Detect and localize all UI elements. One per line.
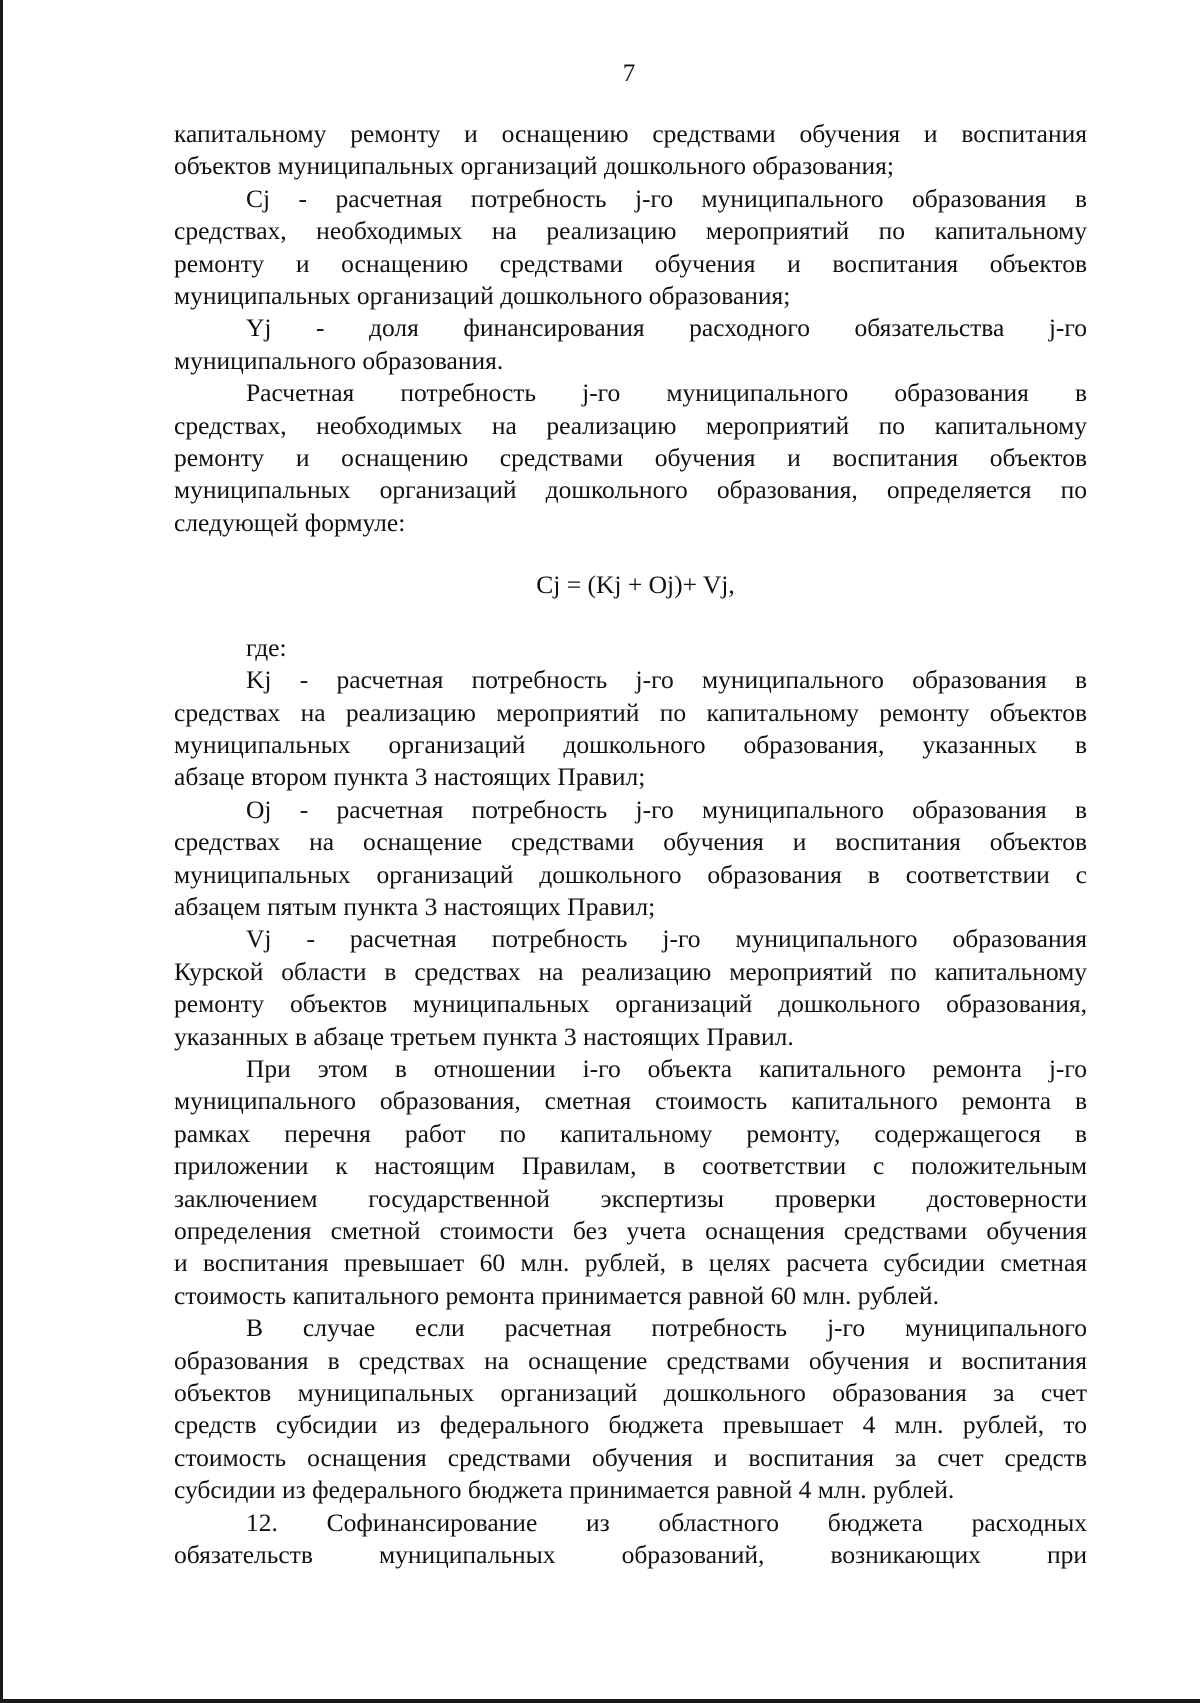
text-line: абзаце втором пункта 3 настоящих Правил; [174, 762, 646, 792]
text-line: Расчетная потребность j-го муниципального образования в [246, 378, 1087, 408]
text-line: ремонту объектов муниципальных организаций дошкольного образования, [174, 989, 1087, 1019]
text-line: средств субсидии из федерального бюджета превышает 4 млн. рублей, то [174, 1410, 1087, 1440]
text-line: приложении к настоящим Правилам, в соответствии с положительным [174, 1151, 1087, 1181]
text-line: Oj - расчетная потребность j-го муниципального образования в [246, 794, 1087, 824]
text-line: определения сметной стоимости без учета оснащения средствами обучения [174, 1216, 1087, 1245]
text-line: ремонту и оснащению средствами обучения и воспитания объектов [174, 443, 1087, 473]
text-line: муниципального образования, сметная стоимость капитального ремонта в [174, 1086, 1087, 1116]
text-line: средствах, необходимых на реализацию мероприятий по капитальному [174, 410, 1087, 440]
text-line: ремонту и оснащению средствами обучения и воспитания объектов [174, 248, 1087, 278]
text-line: где: [246, 632, 287, 662]
text-line: муниципальных организаций дошкольного образования; [174, 281, 791, 311]
text-line: Cj - расчетная потребность j-го муниципального образования в [246, 183, 1087, 213]
text-line: объектов муниципальных организаций дошкольного образования за счет [174, 1378, 1087, 1408]
text-line: рамках перечня работ по капитальному ремонту, содержащегося в [174, 1118, 1087, 1148]
text-line: средствах, необходимых на реализацию мероприятий по капитальному [174, 216, 1087, 246]
text-line: муниципальных организаций дошкольного образования, определяется по [174, 475, 1087, 505]
text-line: и воспитания превышает 60 млн. рублей, в целях расчета субсидии сметная [174, 1248, 1087, 1278]
scan-edge-bottom [0, 1699, 1200, 1703]
text-line: образования в средствах на оснащение средствами обучения и воспитания [174, 1345, 1087, 1375]
text-line: капитальному ремонту и оснащению средствами обучения и воспитания [174, 119, 1087, 148]
formula: Cj = (Kj + Oj)+ Vj, [536, 570, 735, 600]
page-number: 7 [622, 60, 636, 87]
text-line: 12. Софинансирование из областного бюджета расходных [246, 1507, 1087, 1537]
scan-edge-left [0, 0, 3, 1703]
text-line: муниципальных организаций дошкольного образования, указанных в [174, 729, 1087, 759]
text-line: обязательств муниципальных образований, возникающих при [174, 1540, 1087, 1570]
text-line: абзацем пятым пункта 3 настоящих Правил; [174, 891, 656, 921]
text-line: стоимость капитального ремонта принимается равной 60 млн. рублей. [174, 1280, 939, 1310]
text-line: указанных в абзаце третьем пункта 3 настоящих Правил. [174, 1021, 794, 1051]
text-line: заключением государственной экспертизы проверки достоверности [174, 1183, 1087, 1213]
text-line: средствах на оснащение средствами обучения и воспитания объектов [174, 827, 1087, 857]
document-body [174, 118, 1087, 1571]
text-line: Kj - расчетная потребность j-го муниципального образования в [246, 665, 1087, 695]
text-line: Vj - расчетная потребность j-го муниципального образования [246, 924, 1087, 954]
text-line: В случае если расчетная потребность j-го муниципального [246, 1313, 1087, 1343]
text-line: стоимость оснащения средствами обучения и воспитания за счет средств [174, 1442, 1087, 1472]
text-line: следующей формуле: [174, 507, 406, 537]
text-line: муниципальных организаций дошкольного образования в соответствии с [174, 859, 1087, 889]
text-line: субсидии из федерального бюджета принимается равной 4 млн. рублей. [174, 1475, 955, 1505]
text-line: муниципального образования. [174, 345, 504, 375]
text-line: объектов муниципальных организаций дошкольного образования; [174, 151, 894, 181]
text-line: Курской области в средствах на реализацию мероприятий по капитальному [174, 956, 1087, 986]
text-line: При этом в отношении i-го объекта капитального ремонта j-го [246, 1053, 1087, 1083]
text-line: средствах на реализацию мероприятий по капитальному ремонту объектов [174, 697, 1087, 727]
text-block-after-formula [174, 632, 1087, 1572]
text-line: Yj - доля финансирования расходного обязательства j-го [246, 313, 1087, 343]
text-block-before-formula [174, 118, 1087, 539]
